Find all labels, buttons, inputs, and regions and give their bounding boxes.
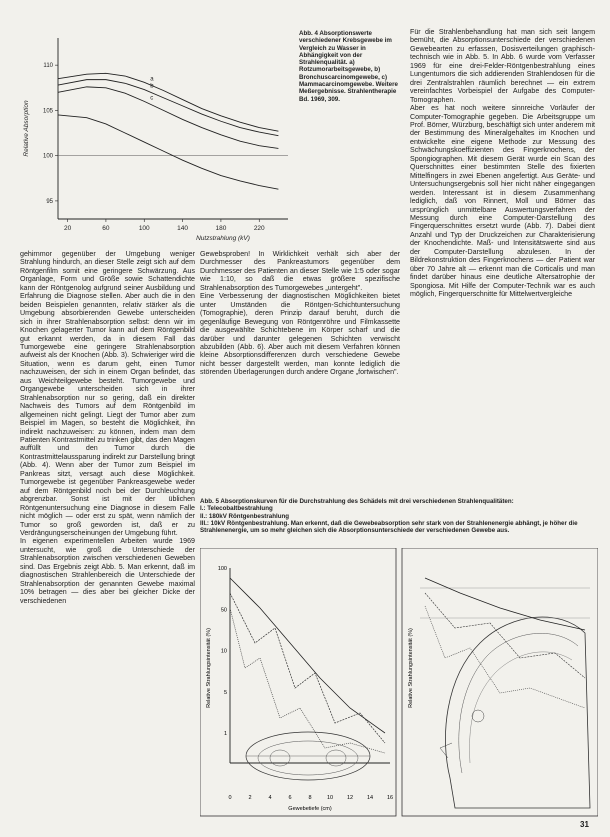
left-x-tick-label: 6: [288, 795, 292, 801]
left-x-tick-label: 16: [386, 795, 394, 801]
x-axis-label: Nutzstrahlung (kV): [196, 235, 250, 242]
paragraph: In eigenen experimentellen Arbeiten wurde 1969 untersucht, wie groß die Unterschiede der Strahlenabsorption zwischen verschiedenen Geweben sind. Das Ergebnis zeigt Abb. 5. Man erkennt, daß im diagnostischen Strahlenbereich die Unterschiede der Strahlenabsorption der genannten Gewebe maximal 10% betragen — dies aber bei gleicher Dicke der verschiedenen: [20, 537, 195, 605]
y-axis-label: Relative Absorption: [23, 100, 30, 157]
figure-absorption-chart: [18, 24, 294, 250]
page-number: 31: [580, 820, 589, 829]
series-label-a: a: [150, 76, 154, 83]
skull-absorption-drawing: [200, 548, 598, 818]
caption-item: III.: 10kV Röntgenbestrahlung. Man erkennt, daß die Gewebeabsorption sehr stark von der Strahlenenergie abhängt, je höher die Strahlenenergie, um so mehr gleichen sich die Absorptionsunterschiede der verschiedenen Gewebe aus.: [200, 519, 578, 535]
paragraph: gehirnmor gegenüber der Umgebung weniger Strahlung hindurch, an dieser Stelle zeigt sich auf dem Röntgenfilm somit eine geringere Schwärzung. Aus Organlage, Form und Größe sowie Schattendichte kann der Röntgenolog aufgrund seiner Ausbildung und Erfahrung die Diagnose stellen. Aber auch die in den beiden Beispielen genannten, relativ stärker als die Umgebung absorbierenden Gewebe unterscheiden sich in ihrer Strahlenabsorption selbst: denn wir im Knochen gelagerter Tumor kann auf dem Röntgenbild gut erkannt werden, da in diesem Fall das Tumorgewebe eine geringere Strahlenabsorption aufweist als der Knochen (Abb. 3). Schwieriger wird die Situation, wenn es darum geht, einen Tumor nachzuweisen, der sich in einem Organ befindet, das aus Weichteilgewebe besteht. Tumorgewebe und Organgewebe unterscheiden sich in ihrer Strahlenabsorption nur so gering, daß ein direkter Nachweis des Tumors auf dem Röntgenbild im allgemeinen nicht gelingt. Liegt der Tumor aber zum Beispiel im Magen, so besteht die Möglichkeit, ihn indirekt nachzuweisen: zu können, indem man dem Patienten Kontrastmittel zu trinken gibt, das den Magen auffüllt und den Tumor durch die Kontrastmittelaussparung indirekt zur Darstellung bringt (Abb. 4). Wenn aber der Tumor zum Beispiel im Pankreas sitzt, versagt auch diese Möglichkeit. Tumorgewebe ist gegenüber Pankreasgewebe weder auf dem Röntgenbild noch bei der Durchleuchtung abgrenzbar. Sonst ist mit der üblichen Röntgenuntersuchung eine Diagnose in diesem Falle nicht möglich — oder erst zu spät, wenn nämlich der Tumor so groß geworden ist, daß er zu Verdrängungserscheinungen der Umgebung führt.: [20, 250, 195, 537]
right-panel-frame: [402, 548, 598, 816]
series-label-c: c: [150, 95, 154, 102]
left-y-tick-label: 50: [220, 607, 227, 614]
left-y-tick-label: 100: [217, 566, 227, 572]
left-x-label: Gewebetiefe (cm): [288, 806, 332, 812]
caption-item: I.: Telecobaltbestrahlung: [200, 505, 273, 513]
figure-skull-absorption: [200, 548, 598, 818]
series-line-b: [58, 80, 278, 136]
text-column-right: [410, 28, 595, 498]
series-label-b: b: [150, 83, 154, 90]
left-x-tick-label: 4: [268, 795, 272, 801]
left-y-label: Relative Strahlungsintensität (%): [206, 628, 212, 708]
paragraph: Aber es hat noch weitere sinnreiche Vorläufer der Computer-Tomographie gegeben. Die Arbeitsgruppe um Prof. Börner, Würzburg, beschäftigt sich unter anderem mit der Bestimmung des Mineralgehaltes im Knochen und entwickelte eine eigene Methode zur Messung des Schwächungskoeffizienten des Fingerknochens, der Spongiographen. Mit diesem Gerät wurde ein Scan des Querschnittes einer bestimmten Stelle des fixierten Mittelfingers in zwei Ebenen angefertigt. Aus Geräte- und Untersuchungsergebnis soll hier nicht näher eingegangen werden. Interessant ist in diesem Zusammenhang lediglich, daß von Rinnert, Moll und Börner das ursprünglich unmittelbare Auswertungsverfahren der Messung durch eine Computer-Darstellung des Fingerquerschnittes ersetzt wurde (Abb. 7). Dabei dient Anzahl und Typ der Druckzeichen zur Charakterisierung der Knochendichte. Maß- und Intensitätswerte sind aus der Computer-Darstellung abzulesen. In der Bildrekonstruktion des Fingerknochens — der Patient war über 70 Jahre alt — erkennt man die Corticalis und man findet darüber hinaus eine deutliche Altersatrophie der Spongiosa. Mit Hilfe der Computer-Technik war es auch möglich, Fingerquerschnitte für Mittelwertvergleiche: [410, 104, 595, 299]
x-tick-label: 220: [253, 225, 265, 232]
x-tick-label: 140: [177, 225, 189, 232]
left-x-tick-label: 2: [248, 795, 252, 801]
left-y-tick-label: 10: [220, 648, 227, 655]
x-tick-label: 180: [215, 225, 227, 232]
y-tick-label: 105: [42, 108, 53, 115]
x-tick-label: 20: [63, 225, 72, 232]
figure-2-caption: [200, 498, 598, 534]
caption-item: II.: 180kV Röntgenbestrahlung: [200, 512, 290, 520]
left-x-tick-label: 10: [326, 795, 334, 801]
y-tick-label: 110: [43, 63, 53, 70]
series-line: [58, 115, 278, 189]
left-y-tick-label: 1: [223, 731, 227, 737]
figure-caption: Abb. 4 Absorptionswerte verschiedener Krebsgewebe im Vergleich zu Wasser in Abhängigkeit von der Strahlenqualität. a) Rotzumorarbeitsgewebe, b) Bronchuscarcinomgewebe, c) Mammacarcinomgewebe. Weitere Meßergebnisse. Strahlentherapie Bd. 1969, 309.: [299, 30, 398, 103]
x-tick-label: 100: [138, 225, 150, 232]
left-x-tick-label: 12: [346, 795, 354, 801]
series-line-c: [58, 87, 278, 149]
right-y-label: Relative Strahlungsintensität (%): [408, 628, 414, 708]
left-y-tick-label: 5: [223, 689, 227, 696]
paragraph: Gewebsproben! In Wirklichkeit verhält sich aber der Durchmesser des Pankreastumors gegenüber dem Durchmesser des Patienten an dieser Stelle wie 1:5 oder sogar wie 1:10, so daß die etwas größere spezifische Strahlenabsorption des Tumorgewebes „untergeht".: [200, 250, 400, 292]
paragraph: Für die Strahlenbehandlung hat man sich seit langem bemüht, die Absorptionsunterschiede der verschiedenen Gewebearten zu erfassen, Dosisverteilungen graphisch-technisch wie in Abb. 5. In Abb. 6 wurde vom Verfasser 1969 für eine drei-Felder-Röntgenbestrahlung eines Lungentumors die sich addierenden Strahlendosen für die drei Zentralstrahlen räumlich berechnet — ein extrem vereinfachtes Vorbeispiel der Aufgabe des Computer-Tomographen.: [410, 28, 595, 104]
absorption-line-chart: [18, 24, 294, 250]
text-column-middle: [200, 250, 400, 490]
caption-title: Abb. 5 Absorptionskurven für die Durchstrahlung des Schädels mit drei verschiedenen Strahlenqualitäten:: [200, 498, 514, 505]
y-tick-label: 100: [42, 153, 53, 160]
series-line-a: [58, 73, 278, 131]
left-x-tick-label: 0: [228, 795, 232, 801]
left-x-tick-label: 14: [366, 795, 374, 801]
left-panel-frame: [200, 548, 396, 816]
x-tick-label: 60: [102, 225, 110, 232]
y-tick-label: 95: [46, 198, 53, 205]
text-column-left: [20, 250, 195, 835]
paragraph: Eine Verbesserung der diagnostischen Möglichkeiten bietet unter Umständen die Röntgen-Schichtuntersuchung (Tomographie), deren Prinzip darauf beruht, durch die gegenläufige Bewegung von Röntgenröhre und Filmkassette die ausgewählte Schichtebene im Körper scharf und die darüber und darunter gelegenen Schichten verwischt abzubilden (Abb. 6). Aber auch mit diesem Verfahren können kleine Absorptionsdifferenzen durch verschiedene Gewebe nicht besser dargestellt werden, man konnte lediglich die störenden Überlagerungen durch andere Organe „fortwischen".: [200, 292, 400, 377]
left-x-tick-label: 8: [308, 795, 312, 801]
